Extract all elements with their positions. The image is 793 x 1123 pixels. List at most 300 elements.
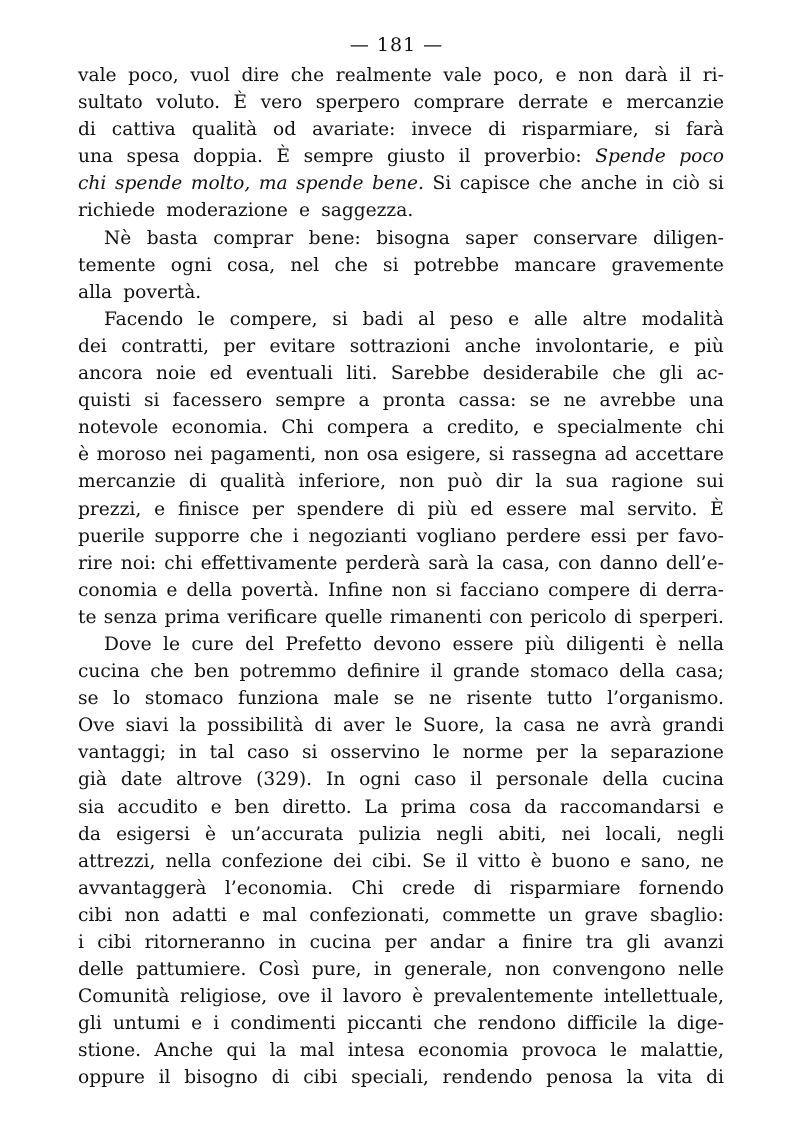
word: proverbio: — [484, 146, 582, 168]
word: ben — [234, 796, 270, 818]
word: cosa — [469, 796, 512, 818]
word: sempre — [275, 390, 346, 412]
word: le — [432, 742, 450, 764]
word: può — [447, 471, 483, 493]
word: La — [364, 796, 388, 818]
word: povertà. — [241, 579, 320, 601]
text-line — [78, 252, 724, 279]
word: caso — [414, 769, 457, 791]
word: dige- — [676, 1013, 724, 1035]
word: notevole — [78, 417, 159, 439]
word: il — [470, 769, 483, 791]
word: sperperi. — [638, 606, 724, 628]
word: ne — [563, 390, 587, 412]
word: rendendo — [442, 1067, 533, 1089]
text-line — [78, 468, 724, 495]
word: separazione — [610, 742, 724, 764]
word: gli — [78, 1013, 102, 1035]
text-line — [78, 1064, 724, 1091]
word: effettivamente — [200, 552, 338, 574]
word: di — [473, 877, 492, 899]
word: un — [548, 904, 573, 926]
word: negli — [677, 823, 724, 845]
word: gravemente — [611, 254, 724, 276]
word: prezzi, — [78, 498, 142, 520]
word: dei — [78, 335, 107, 357]
word: avrebbe — [599, 390, 676, 412]
word: accettare — [635, 444, 724, 466]
word: che — [612, 363, 646, 385]
word: povertà. — [123, 281, 202, 303]
word: condimenti — [230, 1013, 336, 1035]
word: al — [417, 308, 436, 330]
word: comprar — [213, 227, 294, 249]
word: più — [694, 335, 724, 357]
word: diligenti — [566, 633, 645, 655]
word: osa — [366, 444, 399, 466]
word: siavi — [125, 715, 169, 737]
word: compere, — [229, 308, 318, 330]
word: intesa — [347, 1040, 405, 1062]
word: difficile — [567, 1013, 638, 1035]
word: qui — [226, 1040, 257, 1062]
word: anche — [464, 335, 522, 357]
word: conservare — [533, 227, 638, 249]
word: commette — [442, 904, 537, 926]
word: l’organismo. — [607, 688, 724, 710]
word: si — [332, 308, 348, 330]
text-line — [78, 116, 724, 143]
word: abiti, — [498, 823, 547, 845]
word: gli — [659, 363, 683, 385]
text-line — [78, 333, 724, 360]
word: esigere, — [405, 444, 482, 466]
word: servito. — [627, 498, 698, 520]
word: badi — [362, 308, 404, 330]
word: delle — [78, 959, 124, 981]
word: di — [271, 1067, 290, 1089]
word: crede — [401, 877, 456, 899]
text-line — [78, 631, 724, 658]
word: specialmente — [557, 417, 683, 439]
word: Così — [258, 959, 300, 981]
text-line — [78, 1010, 724, 1037]
word: cucina — [662, 769, 724, 791]
word: negozianti — [308, 525, 407, 547]
word: ed — [470, 498, 494, 520]
word: untumi — [112, 1013, 180, 1035]
word: caso — [246, 742, 290, 764]
word: si — [488, 444, 505, 466]
word: Spende — [595, 146, 666, 168]
word: ogni — [359, 769, 401, 791]
word: ove — [277, 986, 311, 1008]
word: e — [668, 335, 680, 357]
word: il — [320, 986, 333, 1008]
word: desiderabile — [482, 363, 599, 385]
word: nei — [561, 823, 591, 845]
word: confezionati, — [309, 904, 430, 926]
word: bisogna — [376, 227, 450, 249]
word: In — [325, 769, 346, 791]
word: cassa: — [458, 390, 517, 412]
word: diretto. — [282, 796, 352, 818]
word: cibi. — [371, 850, 413, 872]
word: la — [580, 742, 598, 764]
word: il — [458, 146, 471, 168]
text-line — [78, 902, 724, 929]
word: Dove — [104, 633, 152, 655]
word: si — [301, 742, 318, 764]
word: l’economia. — [224, 877, 334, 899]
word: non — [504, 959, 541, 981]
word: i — [292, 525, 299, 547]
word: con — [558, 552, 592, 574]
word: liti. — [346, 363, 378, 385]
word: pericolo — [530, 606, 607, 628]
text-line — [78, 550, 724, 577]
word: se — [393, 688, 415, 710]
word: generale, — [403, 959, 493, 981]
word: la — [626, 1067, 644, 1089]
word: grande — [452, 661, 520, 683]
word: te — [78, 606, 97, 628]
word: i — [213, 1013, 220, 1035]
word: piccanti — [347, 1013, 423, 1035]
word: in — [178, 742, 197, 764]
word: si — [383, 254, 399, 276]
word: comprare — [413, 92, 505, 114]
word: Nè — [104, 227, 132, 249]
word: perderà — [345, 552, 421, 574]
word: avanzi — [663, 932, 724, 953]
word: È — [276, 146, 291, 168]
word: osservino — [330, 742, 421, 764]
word: bene. — [372, 173, 424, 195]
word: economia — [418, 1040, 509, 1062]
word: sottrazioni — [349, 335, 451, 357]
word: tal — [209, 742, 235, 764]
word: lavoro — [342, 986, 402, 1008]
text-line — [78, 170, 724, 197]
word: per — [636, 525, 669, 547]
word: noie — [156, 363, 197, 385]
word: cibi — [78, 904, 113, 926]
word: e — [154, 498, 166, 520]
word: bene: — [308, 227, 361, 249]
word: negli — [436, 823, 484, 845]
word: vale — [443, 65, 482, 86]
text-line — [78, 685, 724, 712]
word: basta — [146, 227, 198, 249]
word: è — [78, 444, 90, 466]
word: giusto — [387, 146, 446, 168]
word: del — [245, 633, 274, 655]
word: raccomandarsi — [559, 796, 701, 818]
word: credito, — [446, 417, 520, 439]
word: stione. — [78, 1040, 142, 1062]
word: avariate: — [312, 119, 396, 141]
word: cosa, — [226, 254, 276, 276]
word: le — [610, 1040, 628, 1062]
word: è — [530, 850, 542, 872]
word: quelle — [324, 606, 383, 628]
word: gli — [626, 932, 651, 953]
word: casa, — [501, 552, 550, 574]
word: saper — [465, 227, 518, 249]
text-line — [78, 89, 724, 116]
word: vita — [657, 1067, 693, 1089]
word: che — [249, 525, 283, 547]
word: di — [314, 715, 333, 737]
text-line — [78, 821, 724, 848]
word: puerile — [78, 525, 145, 547]
word: grandi — [662, 715, 724, 737]
word: personale — [495, 769, 589, 791]
word: Chi — [281, 417, 314, 439]
word: perdere — [506, 525, 581, 547]
word: norme — [462, 742, 524, 764]
word: male — [333, 688, 380, 710]
word: Si — [432, 173, 452, 195]
word: da — [78, 823, 101, 845]
word: moderazione — [166, 200, 288, 222]
word: facessero — [172, 390, 263, 412]
text-line — [78, 414, 724, 441]
word: alle — [533, 308, 568, 330]
word: e — [601, 92, 613, 114]
word: qualità — [191, 119, 258, 141]
word: derra- — [665, 579, 724, 601]
word: e — [166, 579, 178, 601]
word: darà — [624, 65, 668, 86]
word: il — [455, 850, 468, 872]
word: alla — [78, 281, 113, 303]
word: mal — [262, 904, 297, 926]
word: involontarie, — [535, 335, 655, 357]
word: vogliano — [416, 525, 497, 547]
word: rendono — [477, 1013, 557, 1035]
word: tra — [585, 932, 614, 953]
word: ri- — [702, 65, 724, 86]
word: È — [233, 92, 248, 114]
word: nelle — [678, 959, 724, 981]
word: e — [712, 796, 724, 818]
word: della — [186, 579, 233, 601]
word: peso — [449, 308, 494, 330]
word: stomaco — [144, 688, 224, 710]
word: non — [391, 579, 427, 601]
word: attrezzi, — [78, 850, 156, 872]
word: ciò — [672, 173, 700, 195]
word: prevalentemente — [433, 986, 594, 1008]
word: la — [179, 715, 197, 737]
word: della — [602, 769, 649, 791]
word: ne — [700, 850, 724, 872]
word: ne — [576, 715, 600, 737]
word: si — [708, 173, 724, 195]
word: È — [710, 498, 724, 520]
word: i — [78, 932, 84, 953]
word: sempre — [303, 146, 374, 168]
word: mercanzie — [78, 471, 176, 493]
word: poco — [679, 146, 724, 168]
text-line — [78, 225, 724, 252]
word: in — [645, 173, 664, 195]
word: malattie, — [640, 1040, 724, 1062]
word: fornendo — [638, 877, 724, 899]
word: religiose, — [179, 986, 268, 1008]
word: le — [163, 633, 180, 655]
word: tutto — [546, 688, 593, 710]
word: poco, — [493, 65, 544, 86]
word: inferiore, — [298, 471, 386, 493]
word: sperpero — [315, 92, 401, 114]
word: locali, — [605, 823, 662, 845]
word: Prefetto — [285, 633, 362, 655]
word: quisti — [78, 390, 131, 412]
word: rassegna — [511, 444, 597, 466]
word: in — [373, 959, 392, 981]
word: non — [323, 444, 359, 466]
word: eventuali — [245, 363, 333, 385]
word: dell’e- — [665, 552, 724, 574]
word: saggezza. — [321, 200, 414, 222]
word: cure — [191, 633, 234, 655]
word: lo — [113, 688, 131, 710]
word: stomaco — [530, 661, 609, 683]
word: che — [150, 661, 184, 683]
text-line — [78, 983, 724, 1010]
word: aver — [342, 715, 385, 737]
word: più — [524, 633, 555, 655]
word: già — [78, 769, 107, 791]
word: ed — [209, 363, 233, 385]
word: speciali, — [351, 1067, 429, 1089]
word: ogni — [170, 254, 212, 276]
word: chi — [164, 552, 193, 574]
word: finire — [522, 932, 573, 953]
word: non — [124, 904, 160, 926]
word: e — [620, 850, 632, 872]
word: potremmo — [239, 661, 337, 683]
word: di — [639, 579, 657, 601]
word: vantaggi; — [78, 742, 167, 764]
word: che — [433, 1013, 467, 1035]
word: pronta — [382, 390, 446, 412]
word: essere — [452, 633, 514, 655]
word: nella — [165, 850, 212, 872]
text-line — [78, 712, 724, 739]
word: per — [223, 335, 256, 357]
word: spende — [114, 173, 183, 195]
word: Sarebbe — [390, 363, 470, 385]
word: pagamenti, — [210, 444, 317, 466]
word: bisogno — [184, 1067, 258, 1089]
word: non — [578, 65, 614, 86]
word: sia — [78, 796, 105, 818]
word: (329). — [256, 769, 313, 791]
word: una — [688, 390, 724, 412]
text-line — [78, 1037, 724, 1064]
text-line — [78, 441, 724, 468]
word: rire — [78, 552, 113, 574]
word: ritorneranno — [144, 932, 266, 953]
word: e — [508, 308, 520, 330]
word: ragione — [611, 471, 684, 493]
word: Chi — [351, 877, 384, 899]
word: buono — [551, 850, 610, 872]
word: modalità — [641, 308, 724, 330]
word: andar — [429, 932, 485, 953]
word: vitto — [477, 850, 521, 872]
text-line — [78, 956, 724, 983]
word: ben — [194, 661, 230, 683]
word: più — [427, 498, 458, 520]
word: mal — [579, 498, 615, 520]
word: grave — [584, 904, 638, 926]
text-line — [78, 360, 724, 387]
word: sui — [696, 471, 724, 493]
word: la — [495, 715, 513, 737]
word: provoca — [521, 1040, 597, 1062]
word: cucina — [78, 661, 140, 683]
word: altrove — [176, 769, 243, 791]
word: e — [299, 200, 311, 222]
word: funziona — [238, 688, 319, 710]
word: in — [278, 932, 297, 953]
word: cucina — [309, 932, 372, 953]
word: pattumiere. — [136, 959, 247, 981]
word: facciano — [460, 579, 540, 601]
text-line — [78, 875, 724, 902]
word: Facendo — [104, 308, 184, 330]
word: per — [384, 932, 417, 953]
word: accudito — [117, 796, 198, 818]
word: voluto. — [156, 92, 221, 114]
word: chi — [695, 417, 724, 439]
word: spesa — [126, 146, 180, 168]
word: chi — [78, 173, 107, 195]
text-line — [78, 62, 724, 89]
word: di — [396, 498, 415, 520]
body-text — [78, 62, 724, 1092]
text-line — [78, 766, 724, 793]
text-line — [78, 739, 724, 766]
word: cibi — [97, 932, 132, 953]
word: casa — [523, 715, 566, 737]
word: le — [395, 715, 413, 737]
word: e — [555, 65, 567, 86]
word: spende — [296, 173, 364, 195]
word: sultato — [78, 92, 143, 114]
word: risparmiare, — [521, 119, 639, 141]
word: danno — [599, 552, 658, 574]
word: Comunità — [78, 986, 170, 1008]
word: dei — [332, 850, 362, 872]
word: della — [619, 661, 666, 683]
word: favo- — [678, 525, 724, 547]
word: anche — [580, 173, 638, 195]
word: avvantaggerà — [78, 877, 207, 899]
word: che — [290, 65, 325, 86]
word: di — [78, 119, 96, 141]
word: capisce — [459, 173, 531, 195]
word: richiede — [78, 200, 156, 222]
word: sua — [565, 471, 599, 493]
text-line — [78, 658, 724, 685]
word: od — [273, 119, 297, 141]
